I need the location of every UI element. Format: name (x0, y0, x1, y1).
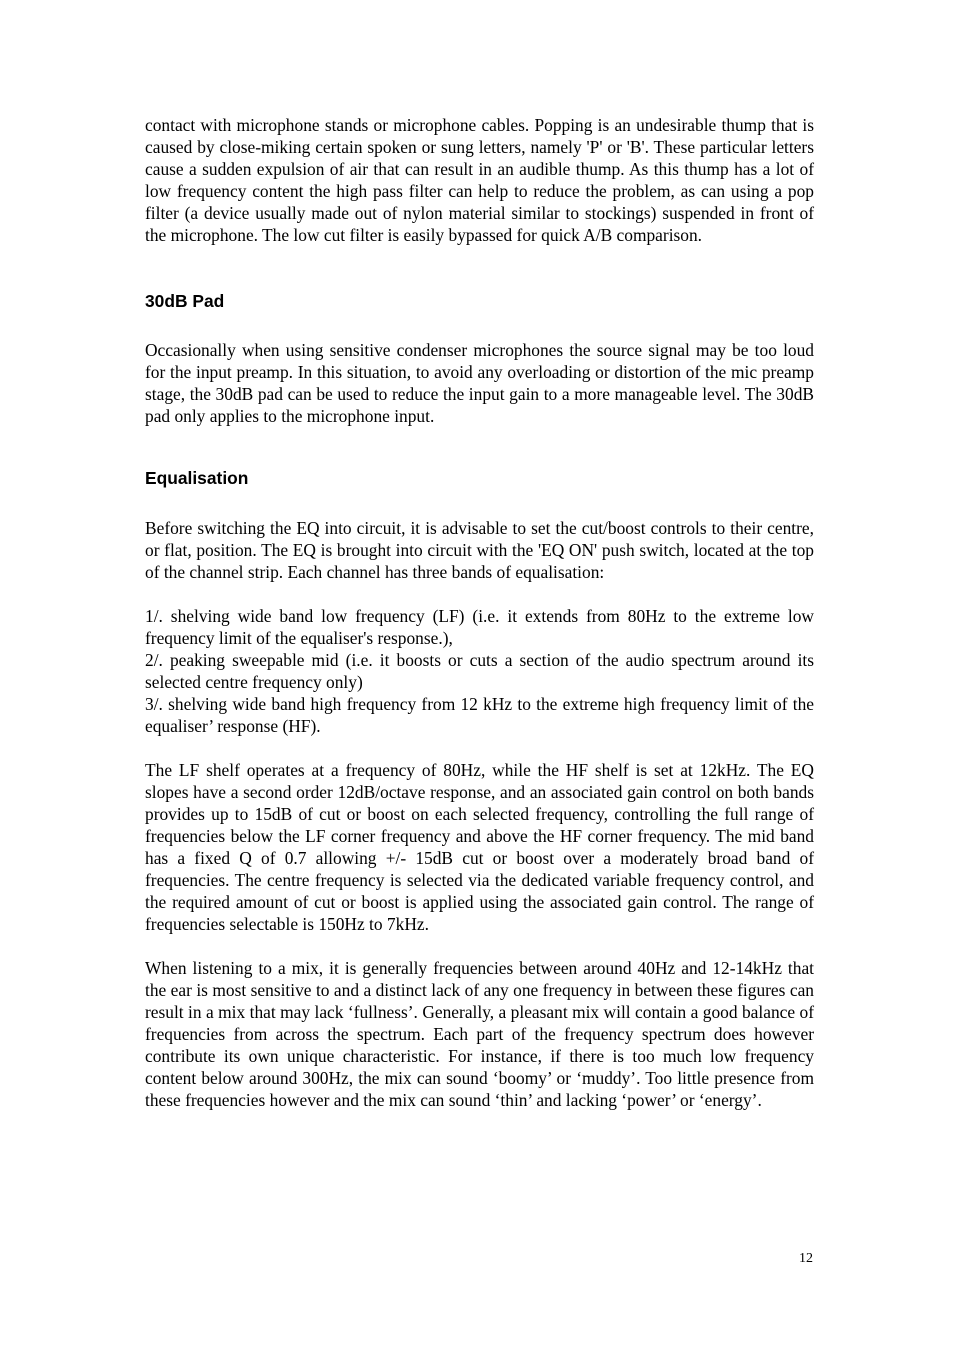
section-heading-equalisation: Equalisation (145, 468, 249, 488)
eq-band-item-lf: 1/. shelving wide band low frequency (LF) (i.e. it extends from 80Hz to the extreme low frequency limit of the equaliser's response.), (145, 606, 814, 648)
pad-paragraph: Occasionally when using sensitive condenser microphones the source signal may be too loud for the input preamp. In this situation, to avoid any overloading or distortion of the mic preamp stage, the 30dB pad can be used to reduce the input gain to a more manageable level. The 30dB pad only applies to the microphone input. (145, 340, 814, 426)
eq-band-item-mid: 2/. peaking sweepable mid (i.e. it boosts or cuts a section of the audio spectrum around its selected centre frequency only) (145, 650, 814, 692)
document-page (145, 114, 814, 1111)
page-number: 12 (799, 1251, 813, 1266)
eq-band-item-hf: 3/. shelving wide band high frequency from 12 kHz to the extreme high frequency limit of the equaliser’ response (HF). (145, 694, 814, 736)
eq-mix-paragraph: When listening to a mix, it is generally frequencies between around 40Hz and 12-14kHz that the ear is most sensitive to and a distinct lack of any one frequency in between these figures can result in a mix that may lack ‘fullness’. Generally, a pleasant mix will contain a good balance of frequencies from across the spectrum. Each part of the frequency spectrum does however contribute its own unique characteristic. For instance, if there is too much low frequency content below around 300Hz, the mix can sound ‘boomy’ or ‘muddy’. Too little presence from these frequencies however and the mix can sound ‘thin’ and lacking ‘power’ or ‘energy’. (145, 958, 814, 1110)
eq-shelf-paragraph: The LF shelf operates at a frequency of 80Hz, while the HF shelf is set at 12kHz. The EQ slopes have a second order 12dB/octave response, and an associated gain control on both bands provides up to 15dB of cut or boost on each selected frequency, controlling the full range of frequencies below the LF corner frequency and above the HF corner frequency. The mid band has a fixed Q of 0.7 allowing +/- 15dB cut or boost over a moderately broad band of frequencies. The centre frequency is selected via the dedicated variable frequency control, and the required amount of cut or boost is applied using the associated gain control. The range of frequencies selectable is 150Hz to 7kHz. (145, 760, 814, 934)
intro-paragraph: contact with microphone stands or microphone cables. Popping is an undesirable thump that is caused by close-miking certain spoken or sung letters, namely 'P' or 'B'. These particular letters cause a sudden expulsion of air that can result in an audible thump. As this thump has a lot of low frequency content the high pass filter can help to reduce the problem, as can using a pop filter (a device usually made out of nylon material similar to stockings) suspended in front of the microphone. The low cut filter is easily bypassed for quick A/B comparison. (145, 115, 814, 245)
eq-band-list (145, 605, 814, 737)
section-heading-30db-pad: 30dB Pad (145, 291, 225, 311)
eq-intro-paragraph: Before switching the EQ into circuit, it is advisable to set the cut/boost controls to their centre, or flat, position. The EQ is brought into circuit with the 'EQ ON' push switch, located at the top of the channel strip. Each channel has three bands of equalisation: (145, 518, 814, 582)
